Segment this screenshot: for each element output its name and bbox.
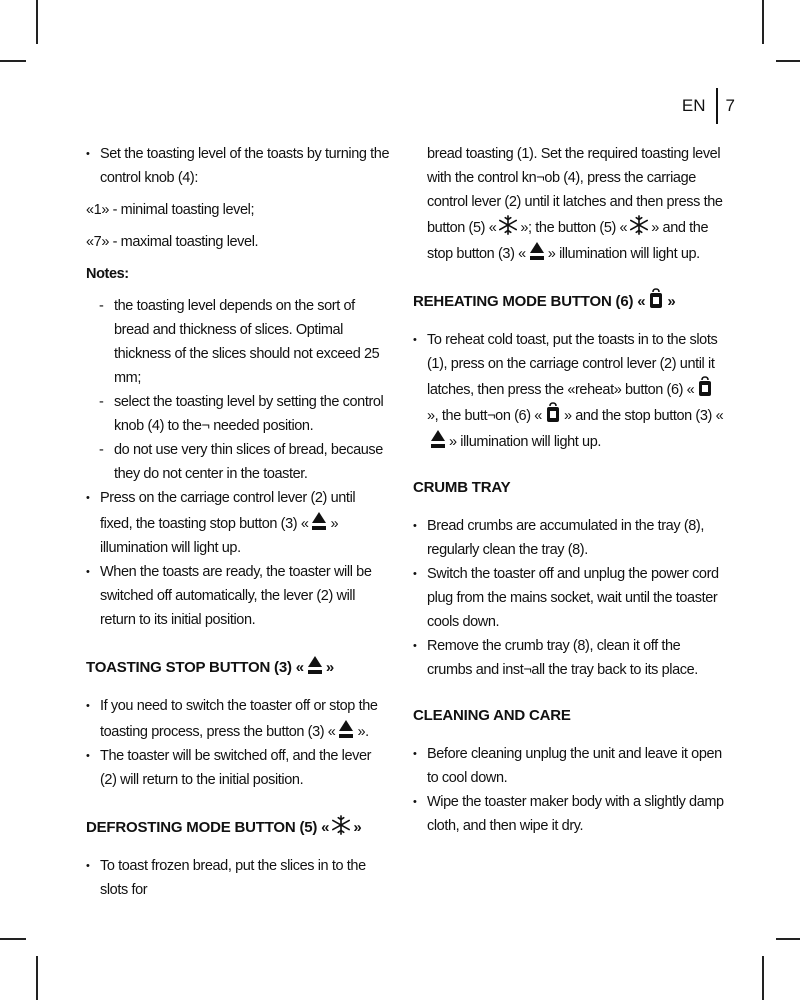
list-item: • When the toasts are ready, the toaster will be switched off automatically, the lever (2) will return to its initial position. xyxy=(86,560,391,632)
paragraph-continuation: bread toasting (1). Set the required toasting level with the control kn¬ob (4), press the carriage control lever (2) until it latches and then press the button (5) « »; the button (5) « » and the stop button (3) « » illumination will light up. xyxy=(427,146,723,262)
crop-mark xyxy=(36,0,38,44)
level-max: «7» - maximal toasting level. xyxy=(86,234,259,250)
section-heading: TOASTING STOP BUTTON (3) « » xyxy=(86,654,391,680)
note-item: - the toasting level depends on the sort of bread and thickness of slices. Optimal thickness of the slices should not exceed 25 mm; xyxy=(86,294,391,390)
snowflake-icon xyxy=(629,214,649,236)
stop-eject-icon xyxy=(310,510,328,532)
list-item: • Before cleaning unplug the unit and leave it open to cool down. xyxy=(413,742,725,790)
list-item: • Bread crumbs are accumulated in the tray (8), regularly clean the tray (8). xyxy=(413,514,725,562)
list-item: • If you need to switch the toaster off or stop the toasting process, press the button (3) « ». xyxy=(86,694,391,744)
stop-eject-icon xyxy=(528,240,546,262)
list-item: • To toast frozen bread, put the slices in to the slots for xyxy=(86,854,391,902)
section-heading: CLEANING AND CARE xyxy=(413,707,571,724)
reheat-icon xyxy=(696,376,714,398)
snowflake-icon xyxy=(331,814,351,836)
header-divider xyxy=(716,88,718,124)
note-item: - select the toasting level by setting the control knob (4) to the¬ needed position. xyxy=(86,390,391,438)
notes-heading: Notes: xyxy=(86,266,129,282)
stop-eject-icon xyxy=(306,654,324,676)
page-number: 7 xyxy=(725,96,735,115)
left-column xyxy=(86,142,391,902)
list-item: • Switch the toaster off and unplug the power cord plug from the mains socket, wait until the toaster cools down. xyxy=(413,562,725,634)
list-item: • Set the toasting level of the toasts by turning the control knob (4): xyxy=(86,142,391,190)
crop-mark xyxy=(36,956,38,1000)
list-item: • The toaster will be switched off, and the lever (2) will return to the initial position. xyxy=(86,744,391,792)
section-heading: CRUMB TRAY xyxy=(413,479,511,496)
crop-mark xyxy=(762,956,764,1000)
snowflake-icon xyxy=(498,214,518,236)
crop-mark xyxy=(0,938,26,940)
section-heading: REHEATING MODE BUTTON (6) « » xyxy=(413,288,725,314)
crop-mark xyxy=(762,0,764,44)
section-heading: DEFROSTING MODE BUTTON (5) « » xyxy=(86,814,391,840)
language-label: EN xyxy=(681,96,706,115)
reheat-icon xyxy=(544,402,562,424)
crop-mark xyxy=(776,938,800,940)
list-item: • To reheat cold toast, put the toasts in to the slots (1), press on the carriage control lever (2) until it latches, then press the «reheat» button (6) «», the butt¬on (6) « » and the stop button (3) «» illumination will light up. xyxy=(413,328,725,454)
stop-eject-icon xyxy=(429,428,447,450)
stop-eject-icon xyxy=(337,718,355,740)
reheat-icon xyxy=(647,288,665,310)
level-min: «1» - minimal toasting level; xyxy=(86,202,255,218)
page-header xyxy=(682,88,735,124)
crop-mark xyxy=(0,60,26,62)
right-column xyxy=(413,142,725,838)
crop-mark xyxy=(776,60,800,62)
list-item: • Press on the carriage control lever (2) until fixed, the toasting stop button (3) « » illumination will light up. xyxy=(86,486,391,560)
list-item: • Wipe the toaster maker body with a slightly damp cloth, and then wipe it dry. xyxy=(413,790,725,838)
list-item: • Remove the crumb tray (8), clean it off the crumbs and inst¬all the tray back to its place. xyxy=(413,634,725,682)
note-item: - do not use very thin slices of bread, because they do not center in the toaster. xyxy=(86,438,391,486)
